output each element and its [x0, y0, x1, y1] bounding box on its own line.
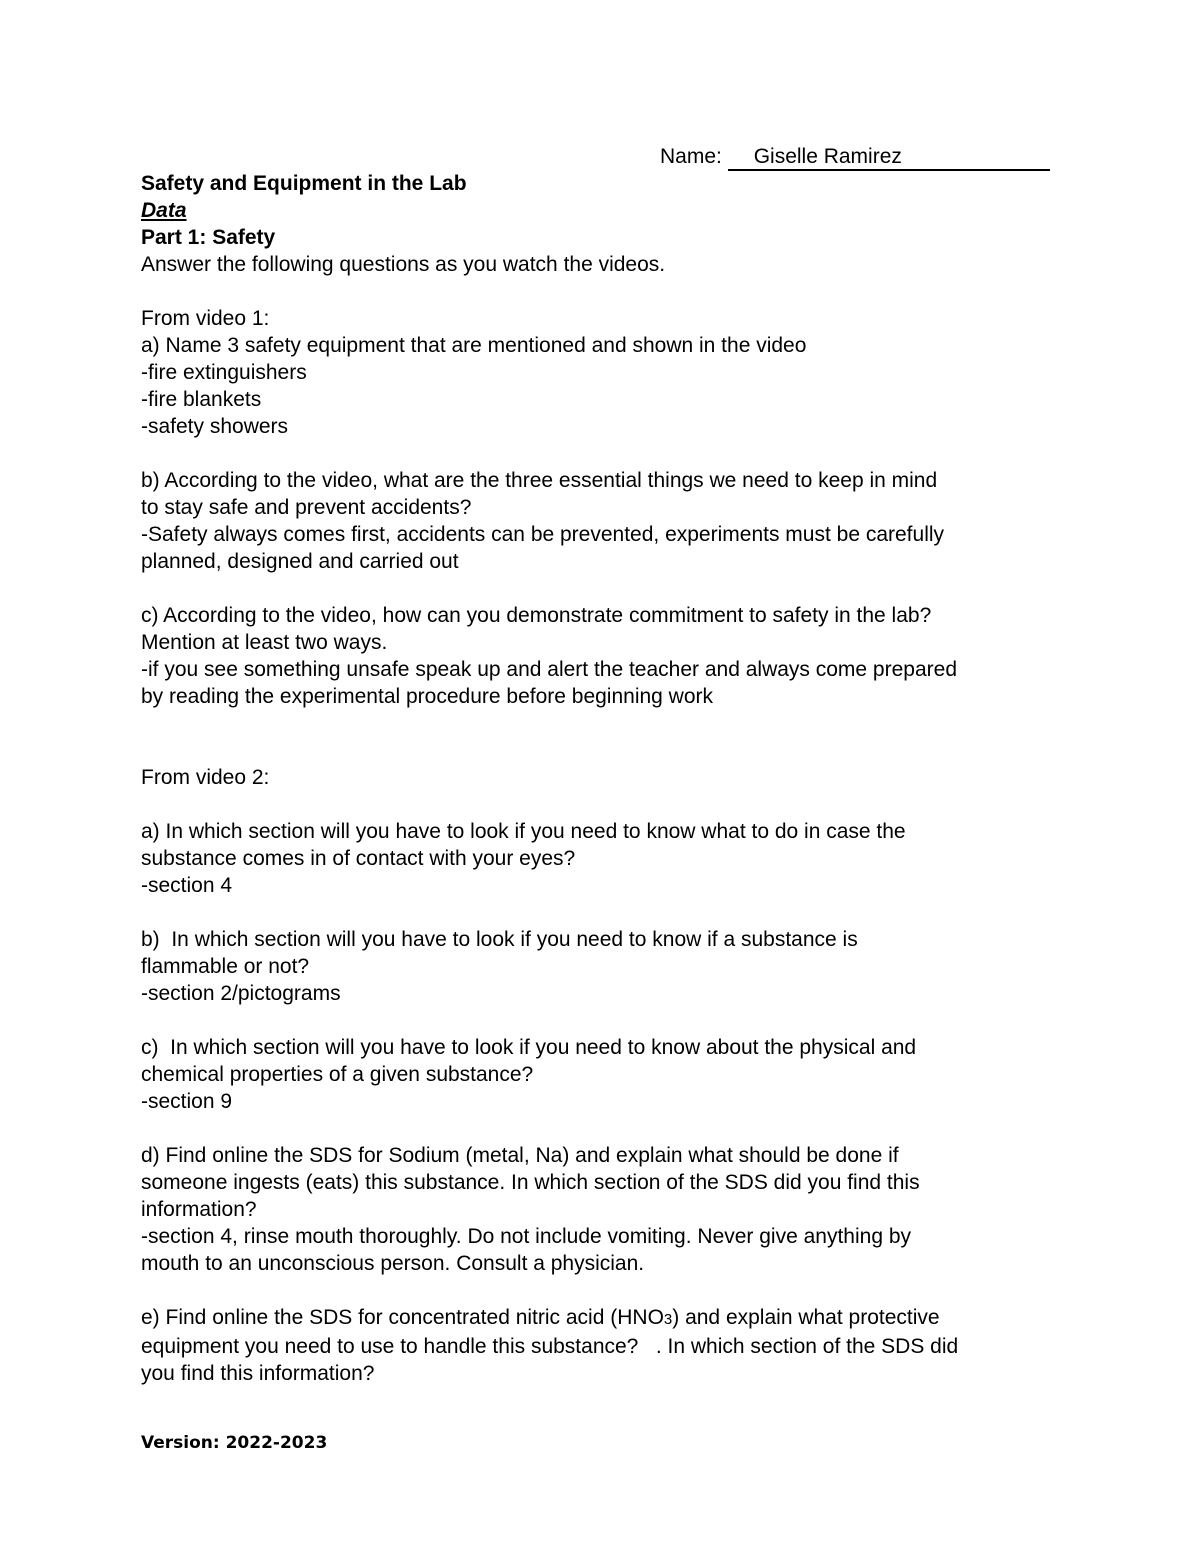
- video1-question-c-line1: c) According to the video, how can you demonstrate commitment to safety in the lab?: [141, 604, 932, 627]
- video1-answer-b-line2: planned, designed and carried out: [141, 550, 459, 573]
- video2-question-b-line2: flammable or not?: [141, 955, 310, 978]
- nitric-acid-subscript: 3: [663, 1311, 673, 1328]
- video1-question-c-line2: Mention at least two ways.: [141, 631, 388, 654]
- section-subtitle: Data: [141, 199, 187, 222]
- video1-question-a: a) Name 3 safety equipment that are mentioned and shown in the video: [141, 334, 807, 357]
- video2-question-c-line1: c) In which section will you have to look if you need to know about the physical and: [141, 1036, 917, 1059]
- video1-question-b-line2: to stay safe and prevent accidents?: [141, 496, 472, 519]
- video2-question-d-line2: someone ingests (eats) this substance. In which section of the SDS did you find this: [141, 1171, 920, 1194]
- video1-answer-a-2: -fire blankets: [141, 388, 262, 411]
- video2-question-e-line1: [141, 1304, 1071, 1333]
- video2-answer-a: -section 4: [141, 874, 233, 897]
- video2-question-e-line1-pre: e) Find online the SDS for concentrated nitric acid (HNO: [141, 1306, 664, 1329]
- video2-question-d-line3: information?: [141, 1198, 257, 1221]
- document-body: [141, 170, 1071, 1387]
- video2-question-e-line3: you find this information?: [141, 1362, 375, 1385]
- video1-answer-a-3: -safety showers: [141, 415, 289, 438]
- document-title: Safety and Equipment in the Lab: [141, 172, 467, 195]
- video1-question-b-line1: b) According to the video, what are the three essential things we need to keep in mind: [141, 469, 938, 492]
- video1-answer-c-line2: by reading the experimental procedure before beginning work: [141, 685, 714, 708]
- video2-answer-b: -section 2/pictograms: [141, 982, 341, 1005]
- name-field[interactable]: Giselle Ramirez: [728, 145, 1050, 171]
- video2-heading: From video 2:: [141, 766, 270, 789]
- part1-heading: Part 1: Safety: [141, 226, 276, 249]
- video2-question-c-line2: chemical properties of a given substance?: [141, 1063, 534, 1086]
- video2-answer-c: -section 9: [141, 1090, 233, 1113]
- video2-question-a-line2: substance comes in of contact with your eyes?: [141, 847, 576, 870]
- video2-answer-d-line2: mouth to an unconscious person. Consult a physician.: [141, 1252, 645, 1275]
- version-footer: Version: 2022-2023: [141, 1433, 328, 1453]
- video1-answer-b-line1: -Safety always comes first, accidents can be prevented, experiments must be carefully: [141, 523, 945, 546]
- video2-question-e-line2: equipment you need to use to handle this substance? . In which section of the SDS did: [141, 1335, 959, 1358]
- video2-question-e-line1-post: ) and explain what protective: [672, 1306, 940, 1329]
- name-line: [660, 143, 1050, 171]
- video2-answer-d-line1: -section 4, rinse mouth thoroughly. Do not include vomiting. Never give anything by: [141, 1225, 912, 1248]
- video2-question-d-line1: d) Find online the SDS for Sodium (metal, Na) and explain what should be done if: [141, 1144, 899, 1167]
- part1-instruction: Answer the following questions as you watch the videos.: [141, 253, 666, 276]
- video1-answer-c-line1: -if you see something unsafe speak up and alert the teacher and always come prepared: [141, 658, 957, 681]
- video2-question-b-line1: b) In which section will you have to look if you need to know if a substance is: [141, 928, 858, 951]
- video2-question-a-line1: a) In which section will you have to look if you need to know what to do in case the: [141, 820, 906, 843]
- video1-answer-a-1: -fire extinguishers: [141, 361, 307, 384]
- video1-heading: From video 1:: [141, 307, 270, 330]
- name-label: Name:: [660, 145, 728, 168]
